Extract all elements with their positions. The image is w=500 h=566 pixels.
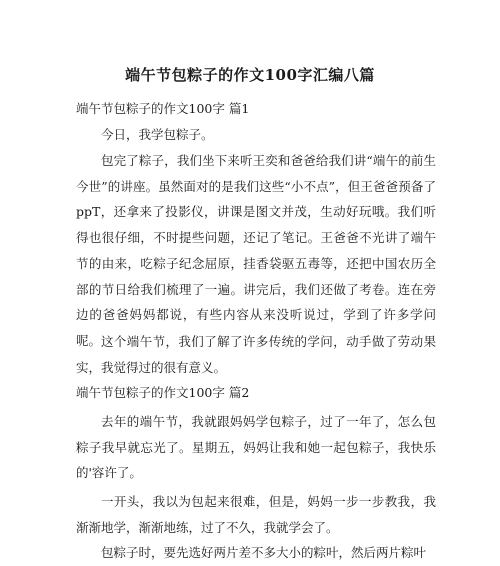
section-2-paragraph-2: 一开头，我以为包起来很难，但是，妈妈一步一步教我，我渐渐地学，渐渐地练，过了不久，我就学会了。 [76, 494, 436, 535]
section-1-paragraph-2: 包完了粽子，我们坐下来听王奕和爸爸给我们讲“端午的前生今世”的讲座。虽然面对的是我们这些“小不点”，但王爸爸预备了ppT，还拿来了投影仪，讲课是图文并茂，生动好玩哦。我们听得也很仔细，不时提些问题，还记了笔记。王爸爸不光讲了端午节的由来，吃粽子纪念屈原，挂香袋驱五毒等，还把中国农历全部的节日给我们梳理了一遍。讲完后，我们还做了考卷。连在旁边的爸爸妈妈都说，有些内容从来没听说过，学到了许多学问呢。 [76, 153, 436, 348]
section-2-paragraph-1: 去年的端午节，我就跟妈妈学包粽子，过了一年了，怎么包粽子我早就忘光了。星期五，妈妈让我和她一起包粽子，我快乐的'容许了。 [76, 414, 436, 481]
document-title: 端午节包粽子的作文100字汇编八篇 [125, 66, 375, 84]
section-1-paragraph-3: 这个端午节，我们了解了许多传统的学问，动手做了劳动果实，我觉得过的很有意义。 [76, 334, 436, 375]
section-1-heading: 端午节包粽子的作文100字 篇1 [76, 101, 250, 116]
section-2-heading: 端午节包粽子的作文100字 篇2 [76, 385, 250, 400]
section-2-paragraph-3: 包粽子时，要先选好两片差不多大小的粽叶，然后两片粽叶 [101, 545, 427, 560]
section-1-paragraph-1: 今日，我学包粽子。 [101, 127, 214, 142]
